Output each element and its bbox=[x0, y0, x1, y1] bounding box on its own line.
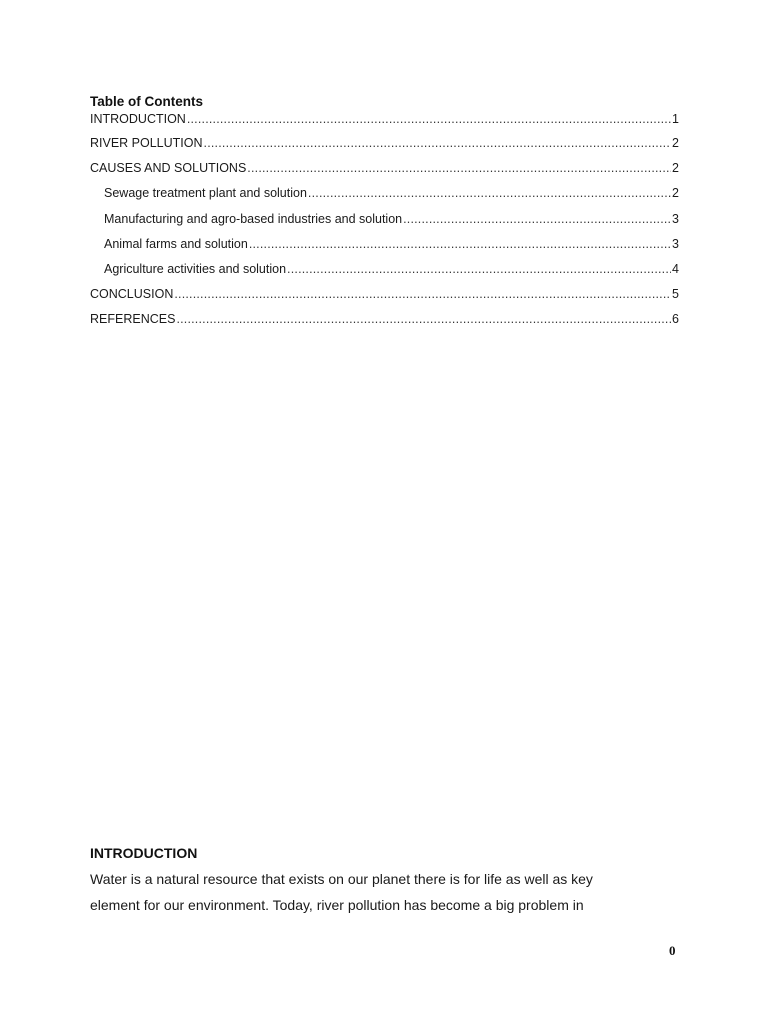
toc-title: Table of Contents bbox=[90, 94, 203, 109]
toc-entry-label: Animal farms and solution bbox=[104, 236, 248, 251]
toc-entry-label: INTRODUCTION bbox=[90, 112, 186, 126]
toc-entry-page: 3 bbox=[672, 211, 679, 226]
toc-entry-page: 2 bbox=[672, 161, 679, 176]
toc-list bbox=[90, 111, 679, 337]
paragraph-line: Water is a natural resource that exists on our planet there is for life as well as key bbox=[90, 871, 593, 887]
toc-entry-manufacturing[interactable] bbox=[90, 211, 679, 236]
toc-entry-label: Manufacturing and agro-based industries and solution bbox=[104, 211, 403, 226]
toc-dot-leader bbox=[403, 211, 671, 227]
toc-entry-page: 3 bbox=[672, 236, 679, 251]
page-number: 0 bbox=[669, 943, 676, 958]
section-paragraph bbox=[90, 866, 679, 918]
toc-entry-causes-and-solutions[interactable] bbox=[90, 160, 679, 185]
toc-entry-page: 5 bbox=[672, 287, 679, 302]
toc-dot-leader bbox=[187, 111, 671, 127]
toc-dot-leader bbox=[249, 236, 671, 252]
toc-dot-leader bbox=[308, 185, 671, 201]
toc-entry-page: 2 bbox=[672, 186, 679, 201]
toc-entry-page: 4 bbox=[672, 261, 679, 276]
toc-entry-label: Sewage treatment plant and solution bbox=[104, 186, 307, 201]
introduction-section bbox=[90, 844, 679, 918]
toc-entry-page: 1 bbox=[672, 112, 679, 126]
toc-entry-label: RIVER POLLUTION bbox=[90, 136, 203, 150]
toc-entry-page: 6 bbox=[672, 312, 679, 327]
toc-entry-animal-farms[interactable] bbox=[90, 236, 679, 261]
toc-entry-label: CAUSES AND SOLUTIONS bbox=[90, 161, 247, 176]
toc-entry-sewage-treatment[interactable] bbox=[90, 185, 679, 210]
toc-entry-label: REFERENCES bbox=[90, 312, 176, 327]
toc-entry-page: 2 bbox=[672, 136, 679, 150]
toc-dot-leader bbox=[287, 261, 671, 277]
toc-entry-conclusion[interactable] bbox=[90, 286, 679, 311]
paragraph-line: element for our environment. Today, river pollution has become a big problem in bbox=[90, 897, 584, 913]
toc-dot-leader bbox=[204, 135, 672, 151]
toc-entry-label: CONCLUSION bbox=[90, 287, 174, 302]
toc-entry-references[interactable] bbox=[90, 311, 679, 336]
section-heading: INTRODUCTION bbox=[90, 845, 198, 861]
table-of-contents bbox=[90, 94, 679, 337]
toc-entry-agriculture[interactable] bbox=[90, 261, 679, 286]
toc-entry-river-pollution[interactable] bbox=[90, 135, 679, 160]
toc-dot-leader bbox=[247, 160, 671, 176]
toc-dot-leader bbox=[176, 311, 671, 327]
toc-entry-label: Agriculture activities and solution bbox=[104, 261, 287, 276]
toc-dot-leader bbox=[174, 286, 671, 302]
toc-entry-introduction[interactable] bbox=[90, 111, 679, 135]
